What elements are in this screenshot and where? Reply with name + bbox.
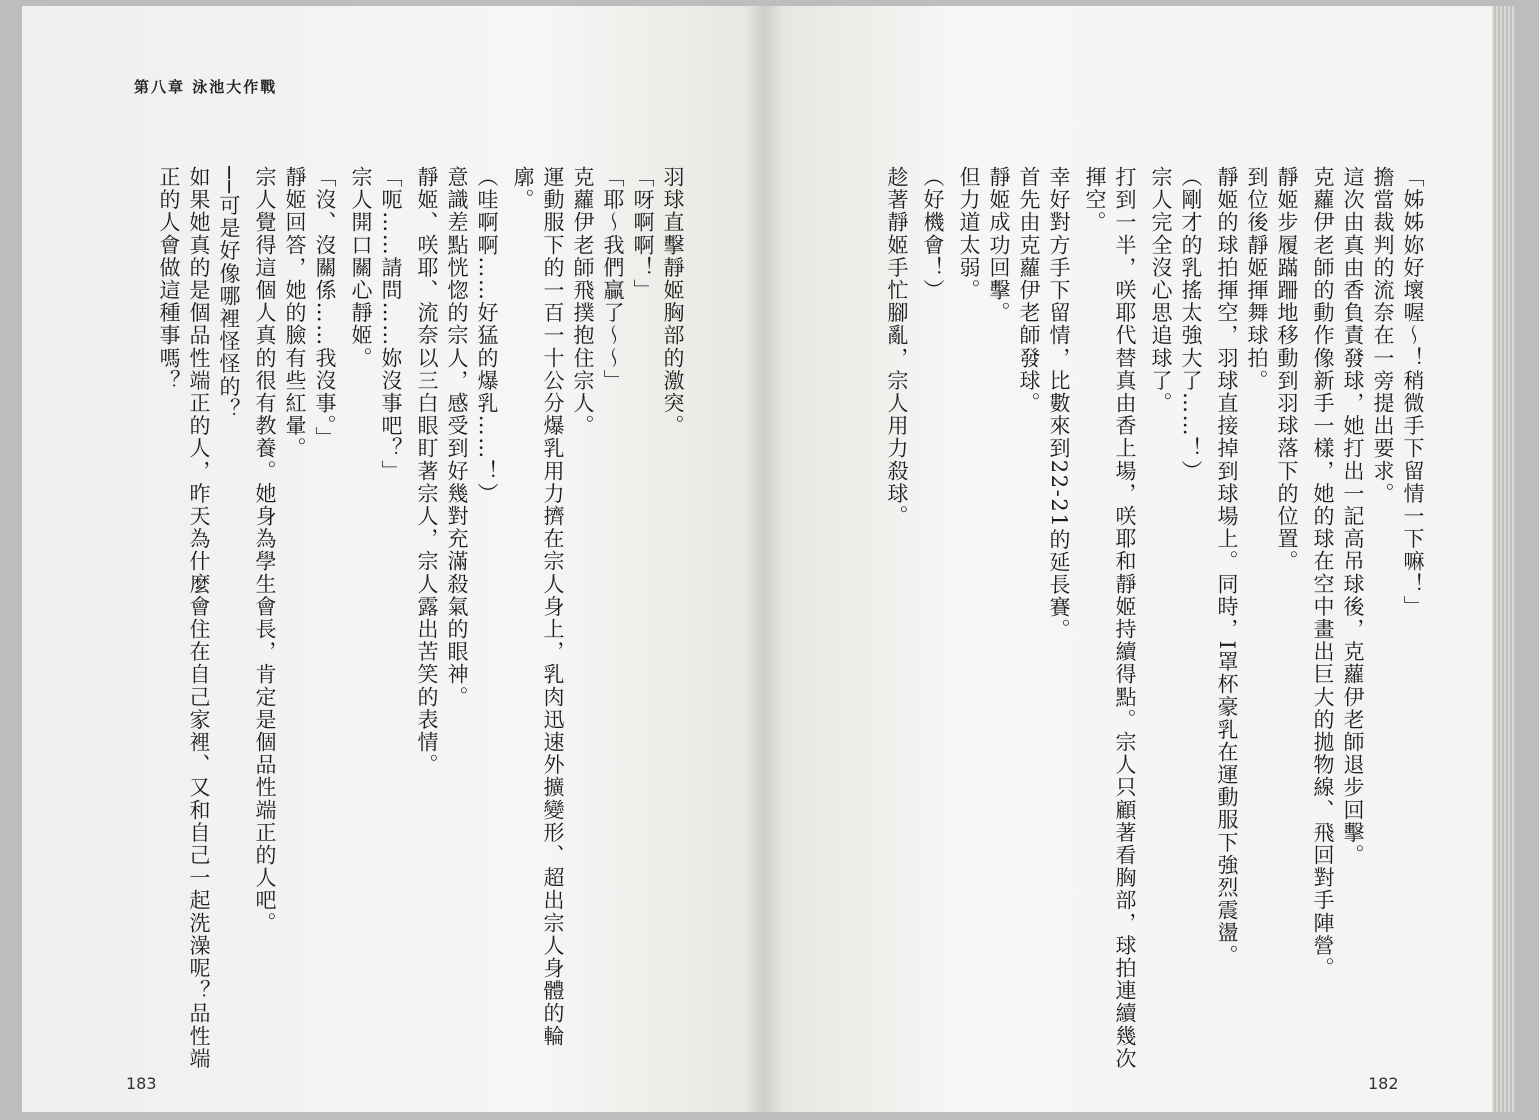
text-line: 運動服下的一百一十公分爆乳用力擠在宗人身上，乳肉迅速外擴變形、超出宗人身體的輪 (541, 166, 565, 1048)
text-line: （好機會！） (921, 166, 945, 302)
text-line: 廓。 (511, 166, 535, 212)
text-line: 幸好對方手下留情，比數來到22-21的延長賽。 (1047, 166, 1071, 642)
text-line: 羽球直擊靜姬胸部的激突。 (661, 166, 685, 438)
text-line: 克蘿伊老師飛撲抱住宗人。 (571, 166, 595, 438)
text-line: ──可是好像哪裡怪怪的？ (217, 166, 241, 421)
page-edges (1492, 6, 1514, 1112)
text-line: （哇啊啊……好猛的爆乳……！） (475, 166, 499, 505)
text-line: 首先由克蘿伊老師發球。 (1017, 166, 1041, 415)
text-line: 揮空。 (1083, 166, 1107, 234)
text-line: 意識差點恍惚的宗人，感受到好幾對充滿殺氣的眼神。 (445, 166, 469, 709)
text-line: 「姊姊妳好壞喔～！稍微手下留情一下嘛！」 (1401, 166, 1425, 618)
text-line: 到位後靜姬揮舞球拍。 (1245, 166, 1269, 392)
text-line: 靜姬的球拍揮空，羽球直接掉到球場上。同時，I罩杯豪乳在運動服下強烈震盪。 (1215, 166, 1239, 967)
text-line: 宗人覺得這個人真的很有教養。她身為學生會長，肯定是個品性端正的人吧。 (253, 166, 277, 935)
text-line: 靜姬、咲耶、流奈以三白眼盯著宗人，宗人露出苦笑的表情。 (415, 166, 439, 777)
left-page (22, 6, 762, 1112)
right-page (762, 6, 1514, 1112)
text-line: 擔當裁判的流奈在一旁提出要求。 (1371, 166, 1395, 505)
page-number: 182 (1368, 1074, 1399, 1093)
text-line: 打到一半，咲耶代替真由香上場，咲耶和靜姬持續得點。宗人只顧著看胸部，球拍連續幾次 (1113, 166, 1137, 1070)
text-line: 「呃……請問……妳沒事吧？」 (379, 166, 403, 483)
text-line: 靜姬成功回擊。 (987, 166, 1011, 325)
text-line: （剛才的乳搖太強大了……！） (1179, 166, 1203, 483)
text-line: 「耶～我們贏了～～」 (601, 166, 625, 392)
text-line: 宗人開口關心靜姬。 (349, 166, 373, 370)
text-line: 趁著靜姬手忙腳亂，宗人用力殺球。 (885, 166, 909, 528)
book-gutter (744, 6, 784, 1112)
book-spread (22, 6, 1514, 1112)
running-head: 第八章 泳池大作戰 (134, 78, 278, 96)
text-line: 正的人會做這種事嗎？ (157, 166, 181, 392)
text-line: 如果她真的是個品性端正的人，昨天為什麼會住在自己家裡、又和自己一起洗澡呢？品性端 (187, 166, 211, 1070)
text-line: 這次由真由香負責發球，她打出一記高吊球後，克蘿伊老師退步回擊。 (1341, 166, 1365, 867)
page-number: 183 (126, 1074, 157, 1093)
text-line: 「沒、沒關係……我沒事。」 (313, 166, 337, 450)
text-line: 靜姬回答，她的臉有些紅暈。 (283, 166, 307, 460)
text-line: 靜姬步履蹣跚地移動到羽球落下的位置。 (1275, 166, 1299, 573)
text-line: 克蘿伊老師的動作像新手一樣，她的球在空中畫出巨大的拋物線、飛回對手陣營。 (1311, 166, 1335, 980)
text-line: 「呀啊啊！」 (631, 166, 655, 302)
text-line: 宗人完全沒心思追球了。 (1149, 166, 1173, 415)
text-line: 但力道太弱。 (957, 166, 981, 302)
